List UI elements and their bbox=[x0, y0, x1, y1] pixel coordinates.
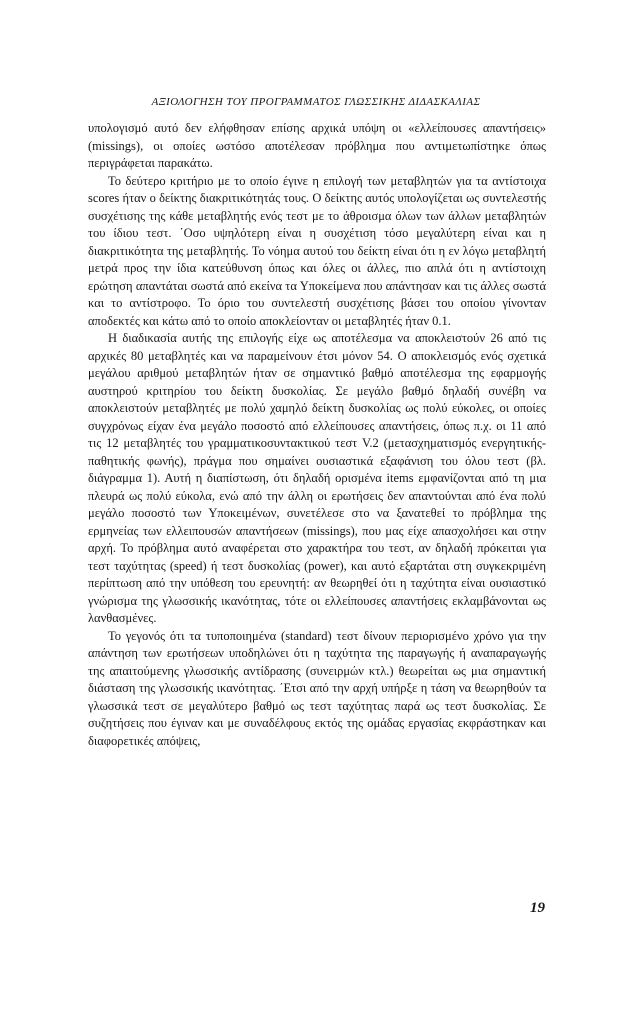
paragraph-1: υπολογισμό αυτό δεν ελήφθησαν επίσης αρχικά υπόψη οι «ελλείπουσες απαντήσεις» (missings), οι οποίες ωστόσο αποτέλεσαν πρόβλημα που αντιμετωπίστηκε όπως περιγράφεται παρακάτω. bbox=[88, 121, 546, 170]
paragraph-4: Το γεγονός ότι τα τυποποιημένα (standard) τεστ δίνουν περιορισμένο χρόνο για την απάντηση των ερωτήσεων υποδηλώνει ότι η ταχύτητα της παραγωγής ή αναπαραγωγής της απαιτούμενης γλωσσικής αντίδρασης (συνειρμών κτλ.) θεωρείται ως μια σημαντική διάσταση της γλωσσικής ικανότητας. ΄Ετσι από την αρχή υπήρξε η τάση να θεωρηθούν τα γλωσσικά τεστ σε μεγαλύτερο βαθμό ως τεστ ταχύτητας παρά ως τεστ δυσκολίας. Σε συζητήσεις που έγιναν και με συναδέλφους εκτός της ομάδας εργασίας εκφράστηκαν και διαφορετικές απόψεις, bbox=[88, 628, 546, 748]
page-number: 19 bbox=[530, 900, 545, 916]
body-text bbox=[88, 120, 546, 750]
paragraph-2: Το δεύτερο κριτήριο με το οποίο έγινε η επιλογή των μεταβλητών για τα αντίστοιχα scores ήταν ο δείκτης διακριτικότητάς τους. Ο δείκτης αυτός υπολογίζεται ως συντελεστής συσχέτισης της κάθε μεταβλητής ενός τεστ με το άθροισμα όλων των άλλων μεταβλητών του ίδιου τεστ. ΄Οσο υψηλότερη είναι η συσχέτιση τόσο μεγαλύτερη είναι και η διακριτικότητα της μεταβλητής. Το νόημα αυτού του δείκτη είναι ότι η εν λόγω μεταβλητή μετρά προς την ίδια κατεύθυνση όπως και όλες οι άλλες, πιο απλά ότι η αντίστοιχη ερώτηση απαντάται σωστά από εκείνα τα Υποκείμενα που απάντησαν και τις άλλες σωστά και το αντίστροφο. Το όριο του συντελεστή συσχέτισης βάσει του οποίου γίνονταν αποδεκτές και κάτω από το οποίο αποκλείονταν οι μεταβλητές ήταν 0.1. bbox=[88, 173, 546, 328]
paragraph-3: Η διαδικασία αυτής της επιλογής είχε ως αποτέλεσμα να αποκλειστούν 26 από τις αρχικές 80 μεταβλητές και να παραμείνουν έτσι μόνον 54. Ο αποκλεισμός ενός σχετικά μεγάλου αριθμού μεταβλητών ήταν σε σημαντικό βαθμό αποτέλεσμα της εφαρμογής αυστηρού κριτηρίου του δείκτη δυσκολίας. Σε μεγάλο βαθμό δηλαδή συνέβη να αποκλειστούν μεταβλητές με πολύ χαμηλό δείκτη δυσκολίας ως πολύ εύκολες, οι οποίες συγχρόνως είχαν ένα μεγάλο ποσοστό από ελλείπουσες απαντήσεις, όπως π.χ. οι 11 από τις 12 μεταβλητές του γραμματικοσυντακτικού τεστ V.2 (μετασχηματισμός ενεργητικής-παθητικής φωνής), πράγμα που σημαίνει ουσιαστικά εξαφάνιση του όλου τεστ (βλ. διάγραμμα 1). Αυτή η διαπίστωση, ότι δηλαδή ορισμένα items εμφανίζονται από τη μια πλευρά ως πολύ εύκολα, ενώ από την άλλη οι ερωτήσεις δεν απαντούνται από ένα πολύ μεγάλο ποσοστό των Υποκειμένων, συνετέλεσε στο να ξανατεθεί το πρόβλημα της ερμηνείας των ελλειπουσών απαντήσεων (missings), που μας είχε απασχολήσει και στην αρχή. Το πρόβλημα αυτό αναφέρεται στο χαρακτήρα του τεστ, αν δηλαδή πρόκειται για τεστ ταχύτητας (speed) ή τεστ δυσκολίας (power), και αυτό εξαρτάται στη συγκεκριμένη περίπτωση από την υπόθεση του ερευνητή: αν θεωρηθεί ότι η ταχύτητα είναι ουσιαστικό γνώρισμα της γλωσσικής ικανότητας, τότε οι ελλείπουσες απαντήσεις εκλαμβάνονται ως λανθασμένες. bbox=[88, 331, 546, 625]
running-header: ΑΞΙΟΛΟΓΗΣΗ ΤΟΥ ΠΡΟΓΡΑΜΜΑΤΟΣ ΓΛΩΣΣΙΚΗΣ ΔΙΔΑΣΚΑΛΙΑΣ bbox=[151, 96, 481, 108]
